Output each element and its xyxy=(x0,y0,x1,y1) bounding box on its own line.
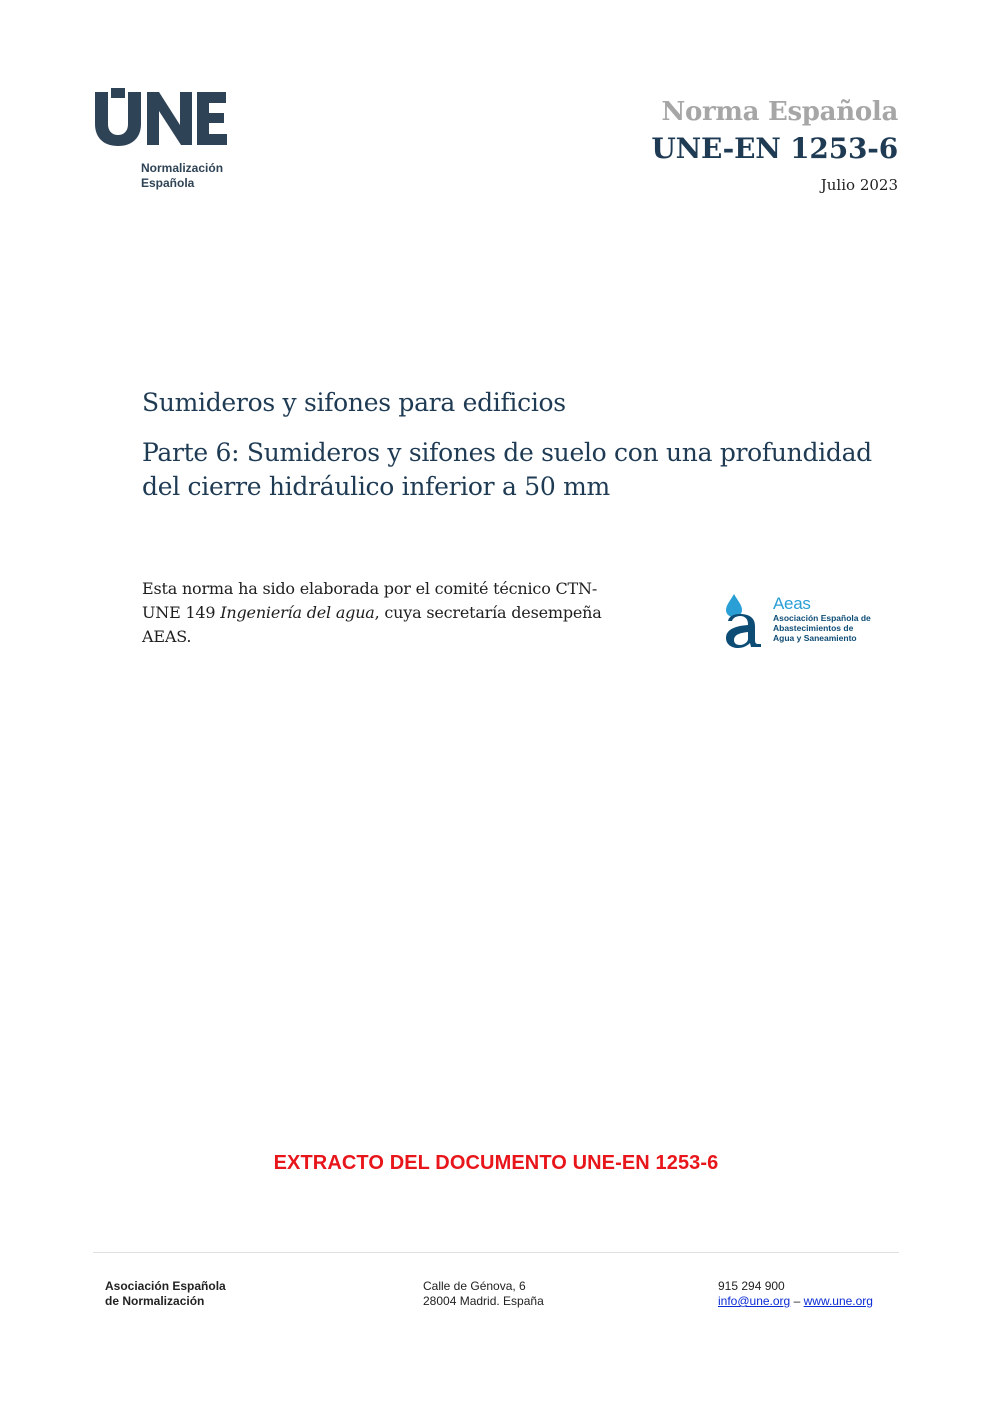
footer-phone: 915 294 900 xyxy=(718,1279,785,1293)
une-logo-mark xyxy=(93,88,228,148)
footer-address-line1: Calle de Génova, 6 xyxy=(423,1279,526,1293)
website-link[interactable]: www.une.org xyxy=(803,1294,873,1308)
aeas-desc-line3: Agua y Saneamiento xyxy=(773,633,857,643)
aeas-desc-line2: Abastecimientos de xyxy=(773,623,854,633)
document-title xyxy=(142,386,902,504)
footer-separator: – xyxy=(793,1294,801,1308)
norma-label: Norma Española xyxy=(661,97,898,127)
title-main: Sumideros y sifones para edificios xyxy=(142,388,566,417)
aeas-name: Aeas xyxy=(773,594,811,613)
footer-organization xyxy=(105,1279,226,1309)
une-logo xyxy=(93,88,243,198)
aeas-logo xyxy=(720,592,880,648)
footer-address xyxy=(423,1279,544,1309)
publication-date: Julio 2023 xyxy=(820,176,898,194)
standard-code: UNE-EN 1253-6 xyxy=(651,132,898,165)
title-part: Parte 6: Sumideros y sifones de suelo con una profundidad del cierre hidráulico inferior a 50 mm xyxy=(142,438,872,501)
extract-notice: EXTRACTO DEL DOCUMENTO UNE-EN 1253-6 xyxy=(273,1152,719,1174)
email-link[interactable]: info@une.org xyxy=(718,1294,791,1308)
aeas-logo-mark xyxy=(720,592,770,648)
footer-org-line2: de Normalización xyxy=(105,1294,205,1308)
committee-name: Ingeniería del agua xyxy=(220,603,375,622)
footer-links xyxy=(718,1294,873,1309)
une-logo-subtitle-line1: Normalización xyxy=(141,161,224,175)
une-logo-subtitle xyxy=(141,161,261,191)
footer-contact xyxy=(718,1279,873,1309)
committee-prefix: Esta norma ha sido elaborada por el comité técnico CTN-UNE 149 xyxy=(142,579,598,622)
standard-header xyxy=(651,94,898,194)
une-logo-subtitle-line2: Española xyxy=(141,176,195,190)
committee-suffix: , cuya secretaría desempeña AEAS. xyxy=(142,603,602,646)
footer-divider xyxy=(93,1252,899,1253)
committee-statement xyxy=(142,577,612,649)
aeas-desc-line1: Asociación Española de xyxy=(773,613,871,623)
aeas-description xyxy=(773,613,883,643)
footer-address-line2: 28004 Madrid. España xyxy=(423,1294,544,1308)
footer-org-line1: Asociación Española xyxy=(105,1279,226,1293)
